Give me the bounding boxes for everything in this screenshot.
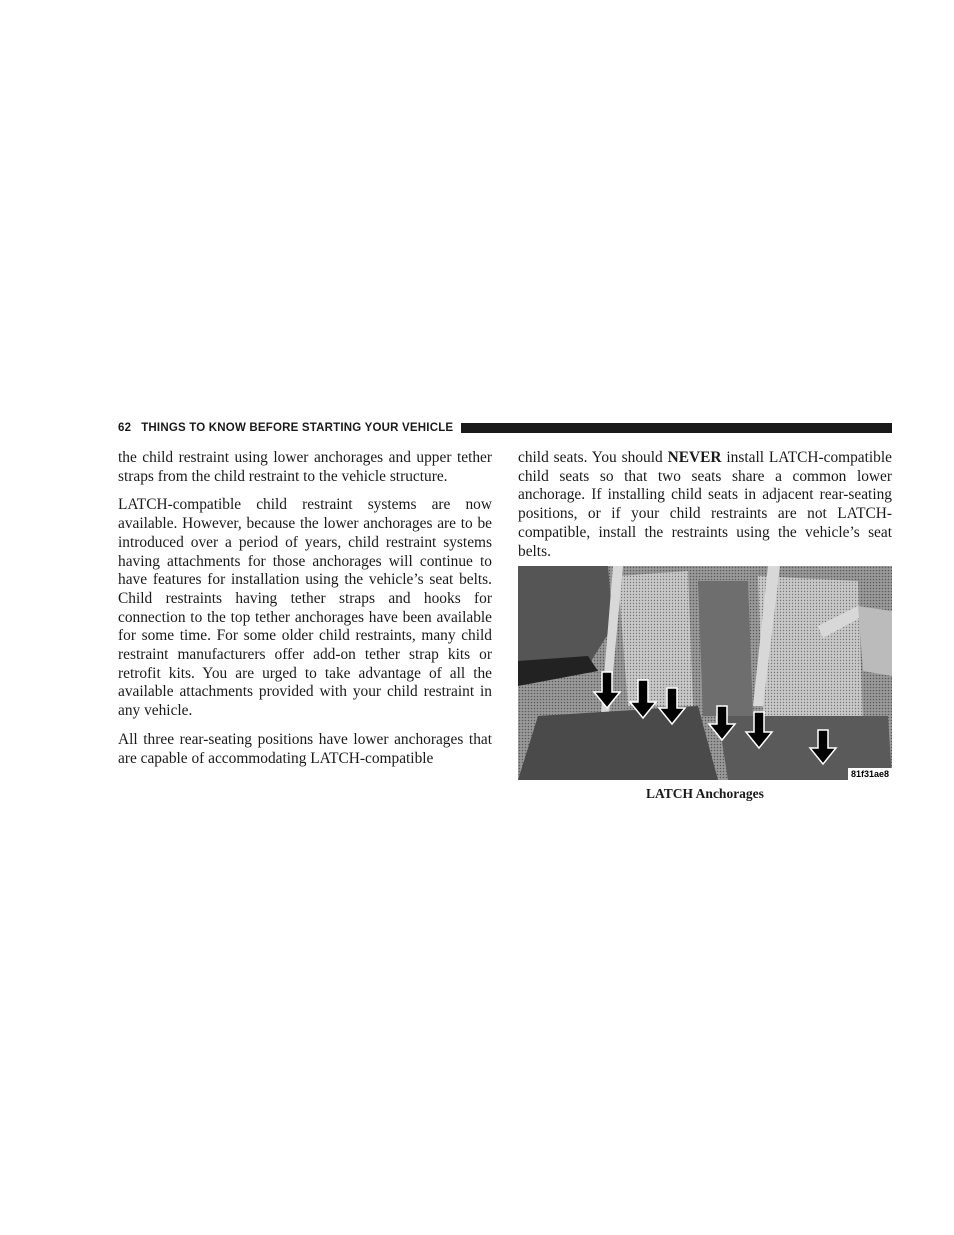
image-code: 81f31ae8	[850, 769, 890, 779]
section-title: THINGS TO KNOW BEFORE STARTING YOUR VEHICLE	[141, 422, 454, 434]
paragraph: LATCH-compatible child restraint systems are now available. However, because the lower anchorages are to be introduced over a period of years, child restraint systems having attachments for those anchorages will continue to have features for installation using the vehicle’s seat belts. Child restraints having tether straps and hooks for connection to the top tether anchorages have been available for some time. For some older child restraints, many child restraint manufacturers offer add-on tether strap kits or retrofit kits. You are urged to take advantage of all the available attachments provided with your child restraint in any vehicle.	[118, 496, 492, 720]
page-number: 62	[118, 422, 132, 434]
emphasis-never: NEVER	[667, 449, 722, 466]
text-run: child seats. You should	[518, 449, 668, 466]
text-run: install LATCH-compatible child seats so that two seats share a common lower anchorage. If installing child seats in adjacent rear-seating positions, or if your child restraints are not LATCH-compatible, install the restraints using the vehicle’s seat belts.	[518, 449, 892, 560]
paragraph: the child restraint using lower anchorages and upper tether straps from the child restraint to the vehicle structure.	[118, 449, 492, 485]
left-column	[118, 449, 492, 778]
paragraph: All three rear-seating positions have lower anchorages that are capable of accommodating LATCH-compatible	[118, 730, 492, 767]
page-header	[118, 420, 892, 436]
right-column	[518, 449, 892, 571]
figure-caption: LATCH Anchorages	[646, 786, 764, 801]
header-rule	[461, 423, 892, 433]
paragraph	[518, 449, 892, 561]
latch-anchorages-image	[518, 566, 892, 780]
